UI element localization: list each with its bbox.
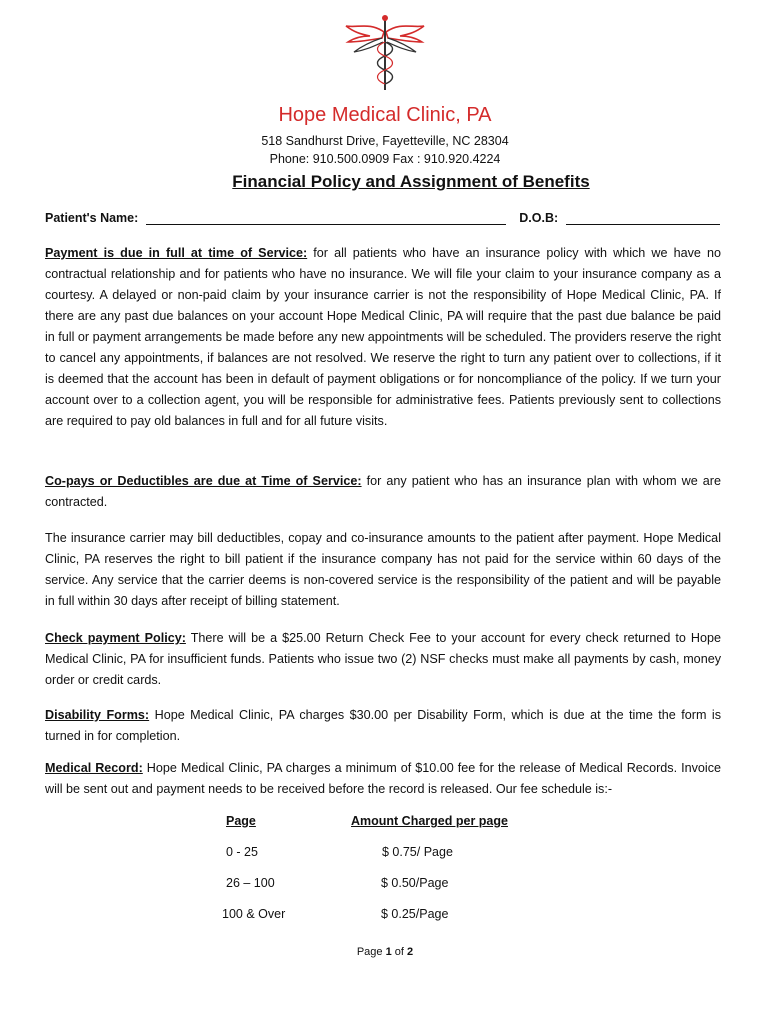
patient-name-field[interactable]: [146, 212, 506, 225]
section-insurance-billing: [45, 528, 721, 612]
page-number: [0, 946, 770, 958]
section-medical-record: [45, 758, 721, 800]
fee-row-amount: $ 0.25/Page: [381, 907, 449, 921]
section-text: The insurance carrier may bill deductibles, copay and co-insurance amounts to the patient after payment. Hope Medical Clinic, PA reserves the right to bill patient if the insurance company has not paid for the service within 60 days of the service. Any service that the carrier deems is non-covered service is the responsibility of the patient and will be payable in full within 30 days after receipt of billing statement.: [45, 531, 721, 608]
dob-field[interactable]: [566, 212, 720, 225]
clinic-phone-fax: Phone: 910.500.0909 Fax : 910.920.4224: [269, 152, 501, 166]
section-payment-due: [45, 243, 721, 432]
fee-row-amount: $ 0.50/Page: [381, 876, 449, 890]
section-text: for all patients who have an insurance policy with which we have no contractual relationship and for patients who have no insurance. We will file your claim to your insurance company as a courtesy. A delayed or non-paid claim by your insurance carrier is not the responsibility of Hope Medical Clinic, PA. If there are any past due balances on your account Hope Medical Clinic, PA will require that the past due balance be paid in full or payment arrangements be made before any new appointments will be scheduled. The providers reserve the right to cancel any appointments, if balances are not resolved. We reserve the right to turn any patient over to collections, if it is deemed that the account has been in default of payment obligations or for noncompliance of the policy. If we turn your account over to a collection agent, you will be responsible for administrative fees. Patients previously sent to collections are required to pay old balances in full and for all future visits.: [45, 246, 722, 428]
section-heading: Co-pays or Deductibles are due at Time of Service:: [45, 474, 362, 488]
caduceus-icon: [340, 12, 430, 92]
dob-label: D.O.B:: [519, 211, 559, 225]
patient-name-label: Patient's Name:: [45, 211, 139, 225]
section-heading: Medical Record:: [45, 761, 143, 775]
document-title: Financial Policy and Assignment of Benefits: [232, 172, 590, 191]
fee-row-page: 0 - 25: [226, 845, 258, 859]
section-heading: Payment is due in full at time of Service:: [45, 246, 308, 260]
clinic-name: Hope Medical Clinic, PA: [278, 104, 492, 126]
page-current: 1: [385, 946, 392, 958]
fee-row-page: 100 & Over: [222, 907, 286, 921]
page-word: Page: [356, 946, 383, 958]
section-text: Hope Medical Clinic, PA charges a minimum of $10.00 fee for the release of Medical Records. Invoice will be sent out and payment needs to be received before the record is released. Our fee schedule is:-: [45, 761, 722, 796]
section-copays: [45, 471, 721, 513]
section-heading: Disability Forms:: [45, 708, 150, 722]
section-text: for any patient who has an insurance plan with whom we are contracted.: [45, 474, 721, 509]
section-disability-forms: [45, 705, 721, 747]
fee-col-page-header: Page: [226, 814, 256, 828]
section-text: Hope Medical Clinic, PA charges $30.00 per Disability Form, which is due at the time the form is turned in for completion.: [45, 708, 722, 743]
fee-col-amount-header: Amount Charged per page: [351, 814, 508, 828]
fee-row-amount: $ 0.75/ Page: [382, 845, 453, 859]
section-text: There will be a $25.00 Return Check Fee to your account for every check returned to Hope Medical Clinic, PA for insufficient funds. Patients who issue two (2) NSF checks must make all payments by cash, money order or credit cards.: [45, 631, 721, 687]
fee-row-page: 26 – 100: [226, 876, 275, 890]
section-check-payment: [45, 628, 721, 691]
section-heading: Check payment Policy:: [45, 631, 186, 645]
page-of-word: of: [394, 946, 404, 958]
page-total: 2: [407, 946, 414, 958]
clinic-address: 518 Sandhurst Drive, Fayetteville, NC 28304: [261, 134, 509, 148]
patient-info-row: [45, 211, 725, 225]
